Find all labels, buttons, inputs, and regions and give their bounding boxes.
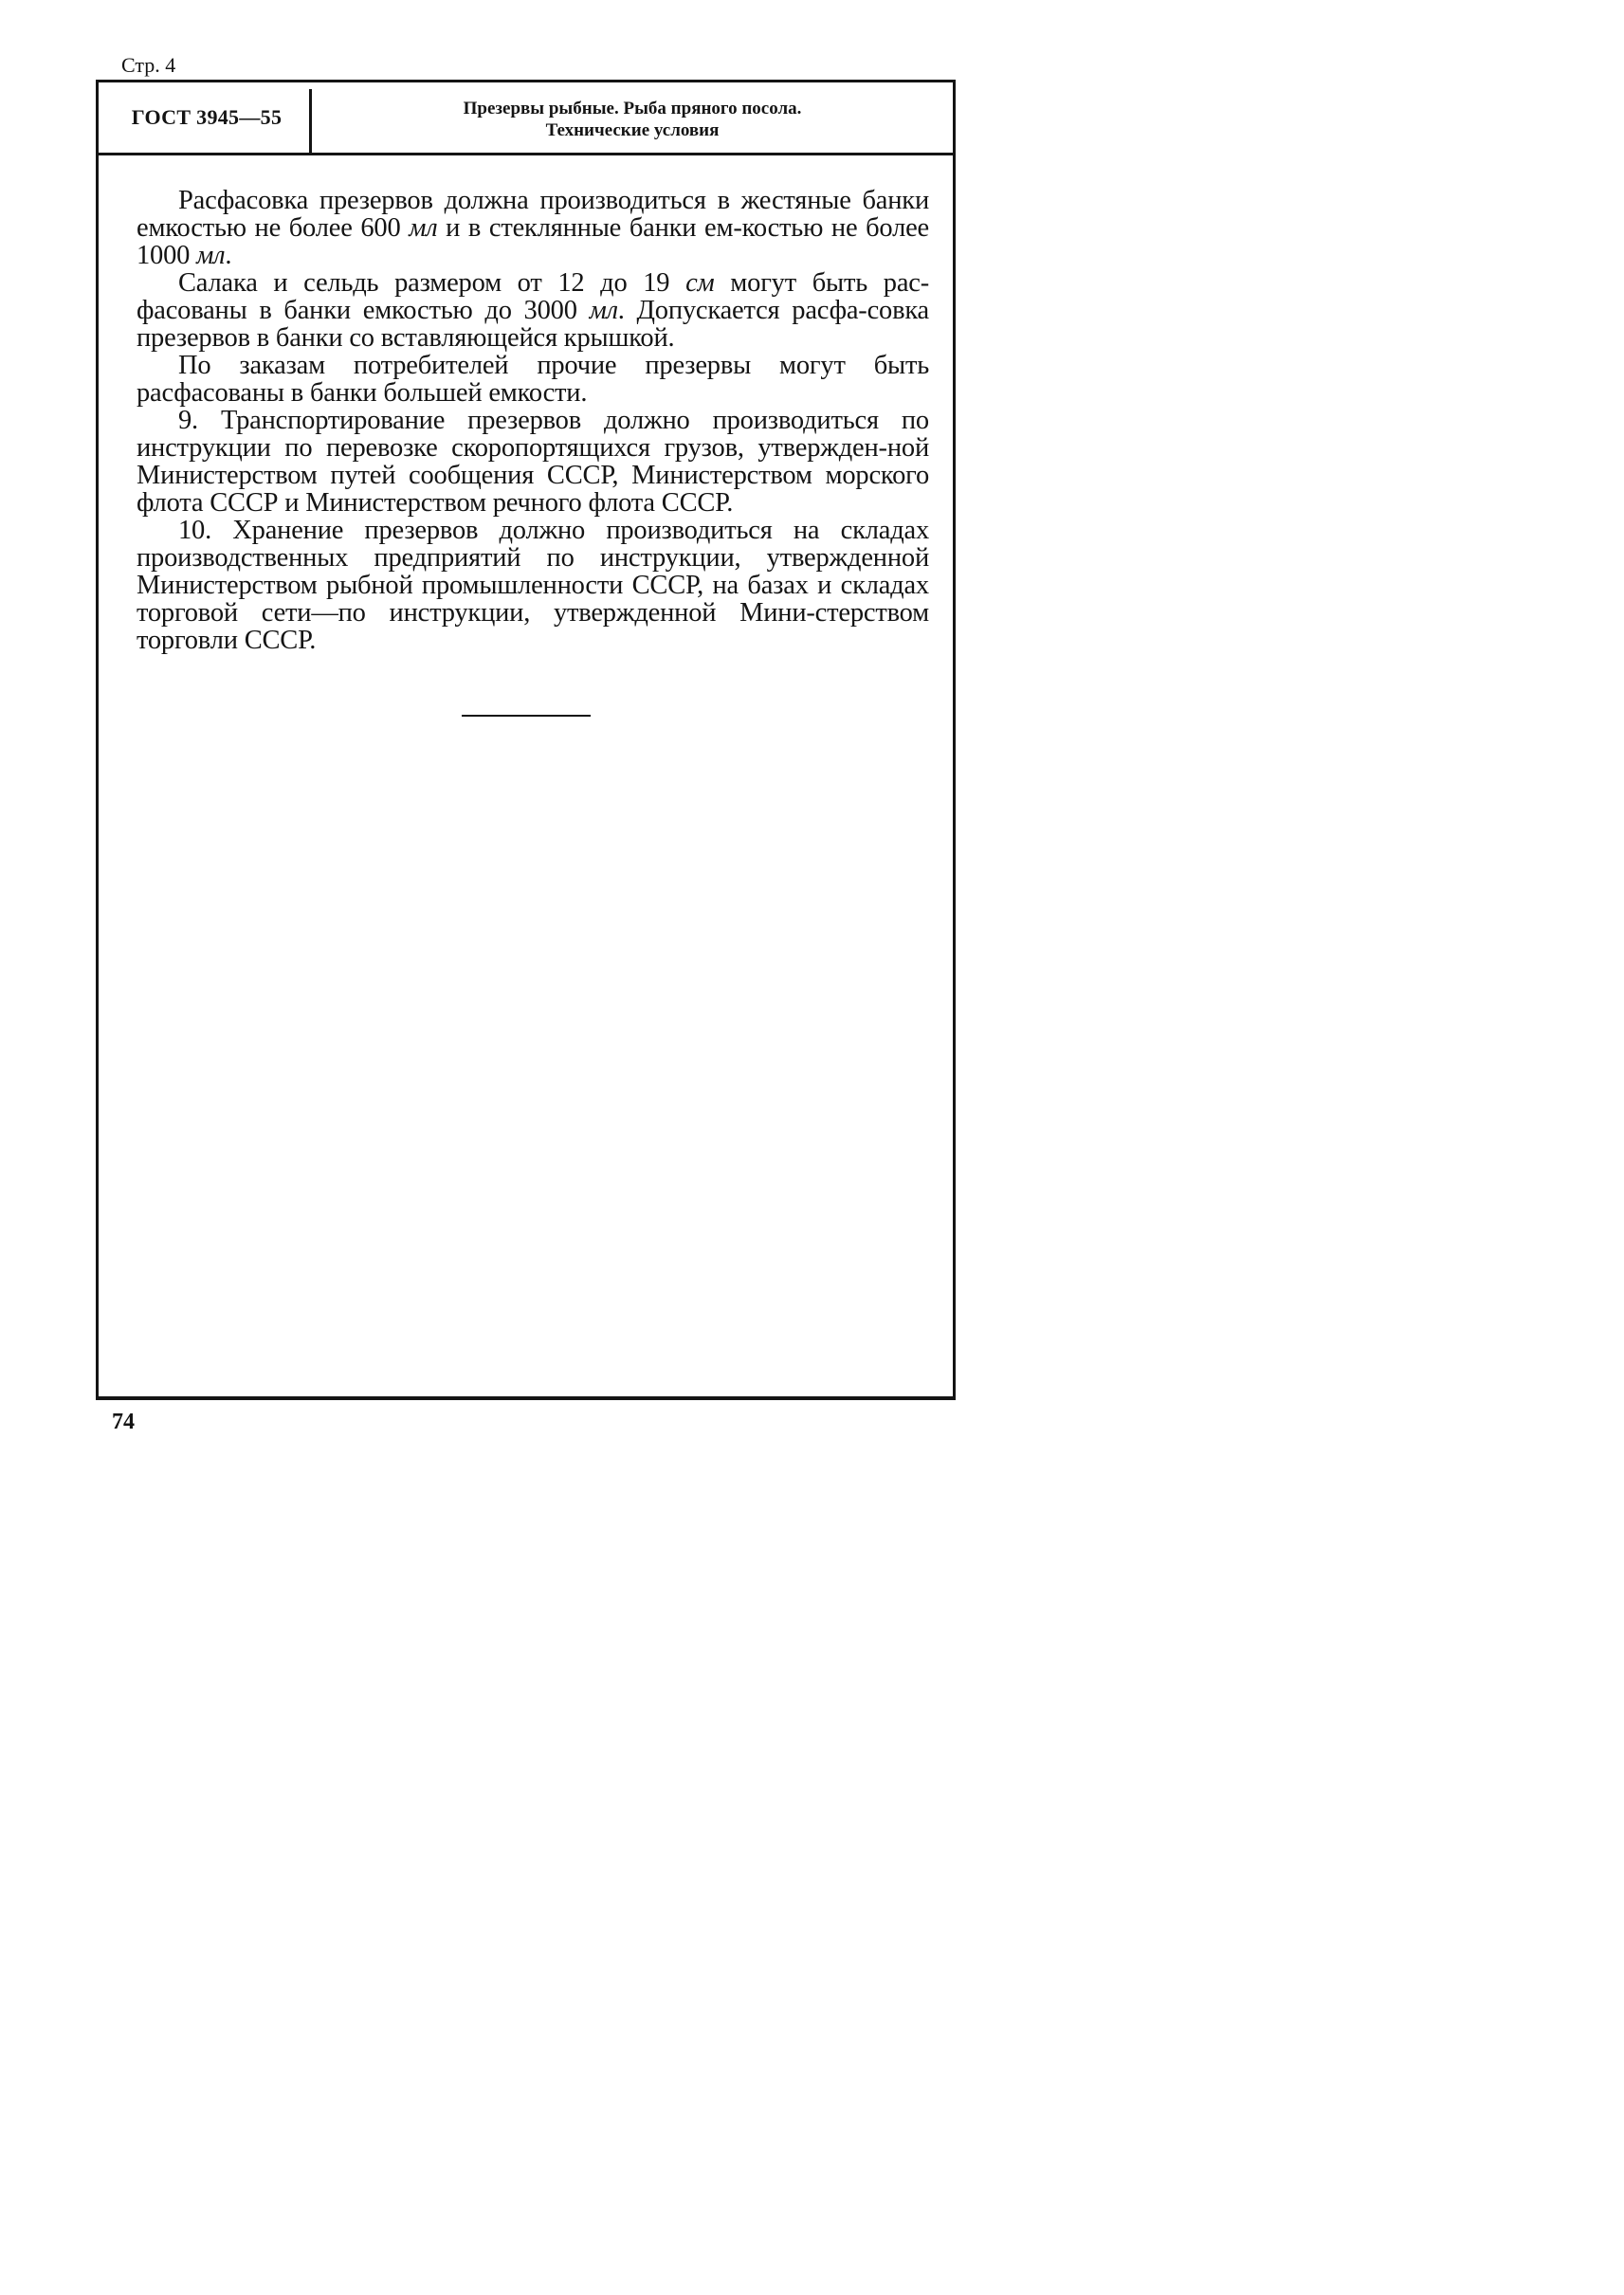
unit-ml: мл [196, 241, 226, 270]
unit-ml: мл [589, 296, 618, 325]
paragraph-transportation: 9. Транспортирование презервов должно производиться по инструкции по перевозке скоропортящихся грузов, утвержден-ной Министерством путей сообщения СССР, Министерством морского флота СССР и Министерством речного флота СССР. [137, 406, 929, 518]
paragraph-packaging [137, 187, 929, 269]
standard-title-line-1: Презервы рыбные. Рыба пряного посола. [463, 99, 802, 118]
standard-title [312, 98, 953, 141]
standard-code: ГОСТ 3945—55 [131, 105, 283, 129]
end-rule [462, 715, 591, 717]
paragraph-text: . [225, 241, 232, 270]
paragraph-text: . Допускается расфа-совка презервов в банки со вставляющейся крышкой. [137, 296, 929, 353]
paragraph-herring [137, 269, 929, 352]
page-label: Стр. 4 [121, 53, 176, 77]
paragraph-text: Салака и сельдь размером от 12 до 19 [178, 268, 686, 298]
standard-title-line-2: Технические условия [545, 120, 720, 140]
body-text [137, 187, 929, 654]
document-header [99, 82, 953, 155]
paragraph-storage: 10. Хранение презервов должно производиться на складах производственных предприятий по инструкции, утвержденной Министерством рыбной промышленности СССР, на базах и складах торговой сети—по инструкции, утвержденной Мини-стерством торговли СССР. [137, 516, 929, 655]
paragraph-consumer-orders: По заказам потребителей прочие презервы могут быть расфасованы в банки большей емкости. [137, 351, 929, 408]
page-number: 74 [112, 1410, 135, 1434]
paragraph-text: и в стеклянные банки ем-костью не более 1000 [137, 213, 929, 270]
unit-cm: см [685, 268, 715, 298]
paragraph-text: могут быть рас-фасованы в банки емкостью до 3000 [137, 268, 930, 325]
paragraph-text: Расфасовка презервов должна производиться в жестяные банки емкостью не более 600 [137, 186, 929, 243]
page-frame [96, 80, 956, 1400]
unit-ml: мл [409, 213, 438, 243]
